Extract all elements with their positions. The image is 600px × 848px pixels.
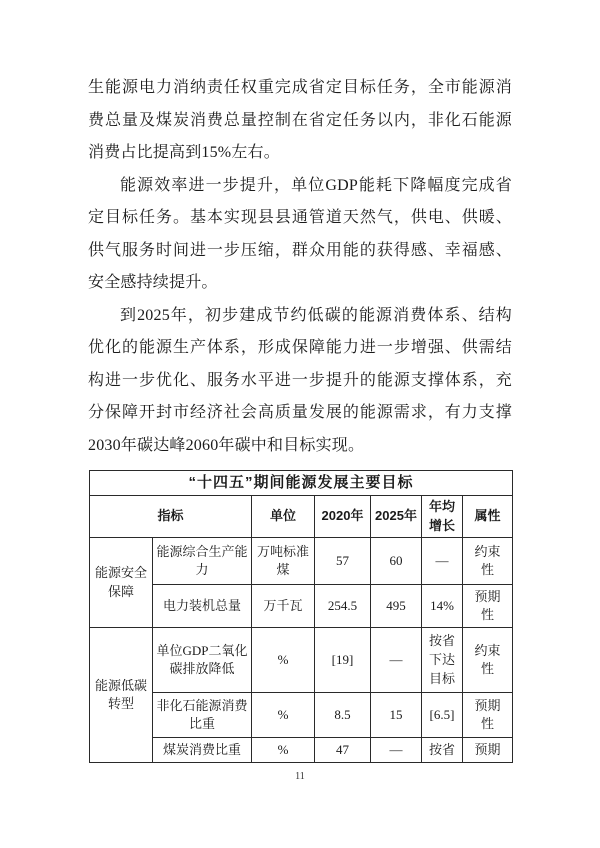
paragraph-line: 费总量及煤炭消费总量控制在省定任务以内，非化石能源 xyxy=(88,111,512,129)
col-header-growth: 年均增长 xyxy=(422,495,463,538)
paragraph-line: 生能源电力消纳责任权重完成省定目标任务，全市能源消 xyxy=(88,79,512,96)
indicator-cell: 电力装机总量 xyxy=(153,585,252,628)
value-2020-cell: 47 xyxy=(315,738,371,763)
value-2025-cell: — xyxy=(371,738,422,763)
col-header-2020: 2020年 xyxy=(315,495,371,538)
table-row xyxy=(90,538,513,585)
value-2020-cell: 57 xyxy=(315,538,371,585)
paragraph-line: 优化的能源生产体系，形成保障能力进一步增强、供需结 xyxy=(88,339,512,356)
unit-cell: 万吨标准煤 xyxy=(252,538,315,585)
growth-cell: [6.5] xyxy=(422,693,463,738)
indicator-cell: 非化石能源消费比重 xyxy=(153,693,252,738)
col-header-unit: 单位 xyxy=(252,495,315,538)
col-header-attribute: 属性 xyxy=(463,495,513,538)
col-header-indicator: 指标 xyxy=(90,495,252,538)
group-cell-low-carbon: 能源低碳转型 xyxy=(90,628,153,763)
paragraph-line: 分保障开封市经济社会高质量发展的能源需求，有力支撑 xyxy=(88,404,512,421)
table-row xyxy=(90,693,513,738)
paragraph-line: 供气服务时间进一步压缩，群众用能的获得感、幸福感、 xyxy=(88,241,512,259)
growth-cell: 按省下达目标 xyxy=(422,628,463,693)
growth-cell: 14% xyxy=(422,585,463,628)
value-2025-cell: 15 xyxy=(371,693,422,738)
attribute-cell: 预期性 xyxy=(463,585,513,628)
col-header-2025: 2025年 xyxy=(371,495,422,538)
unit-cell: % xyxy=(252,693,315,738)
paragraph-line: 安全感持续提升。 xyxy=(88,274,218,291)
value-2025-cell: — xyxy=(371,628,422,693)
paragraph-line: 定目标任务。基本实现县县通管道天然气，供电、供暖、 xyxy=(88,209,512,226)
table-row xyxy=(90,585,513,628)
table-row xyxy=(90,628,513,693)
value-2020-cell: 8.5 xyxy=(315,693,371,738)
unit-cell: 万千瓦 xyxy=(252,585,315,628)
growth-cell: — xyxy=(422,538,463,585)
indicator-cell: 能源综合生产能力 xyxy=(153,538,252,585)
indicator-cell: 单位GDP二氧化碳排放降低 xyxy=(153,628,252,693)
paragraph-line: 消费占比提高到15%左右。 xyxy=(88,144,280,161)
attribute-cell: 预期性 xyxy=(463,693,513,738)
body-text xyxy=(88,72,512,462)
paragraph-line: 2030年碳达峰2060年碳中和目标实现。 xyxy=(88,436,365,454)
attribute-cell: 预期 xyxy=(463,738,513,763)
table-title: “十四五”期间能源发展主要目标 xyxy=(90,471,513,496)
value-2020-cell: 254.5 xyxy=(315,585,371,628)
unit-cell: % xyxy=(252,628,315,693)
attribute-cell: 约束性 xyxy=(463,538,513,585)
paragraph-line: 到2025年，初步建成节约低碳的能源消费体系、结构 xyxy=(120,306,512,324)
group-cell-energy-security: 能源安全保障 xyxy=(90,538,153,628)
value-2020-cell: [19] xyxy=(315,628,371,693)
unit-cell: % xyxy=(252,738,315,763)
indicator-cell: 煤炭消费比重 xyxy=(153,738,252,763)
page-number: 11 xyxy=(295,771,305,782)
attribute-cell: 约束性 xyxy=(463,628,513,693)
table-row xyxy=(90,738,513,763)
energy-targets-table xyxy=(89,470,513,763)
value-2025-cell: 495 xyxy=(371,585,422,628)
paragraph-line: 能源效率进一步提升，单位GDP能耗下降幅度完成省 xyxy=(120,176,512,194)
paragraph-line: 构进一步优化、服务水平进一步提升的能源支撑体系，充 xyxy=(88,371,512,389)
value-2025-cell: 60 xyxy=(371,538,422,585)
growth-cell: 按省 xyxy=(422,738,463,763)
